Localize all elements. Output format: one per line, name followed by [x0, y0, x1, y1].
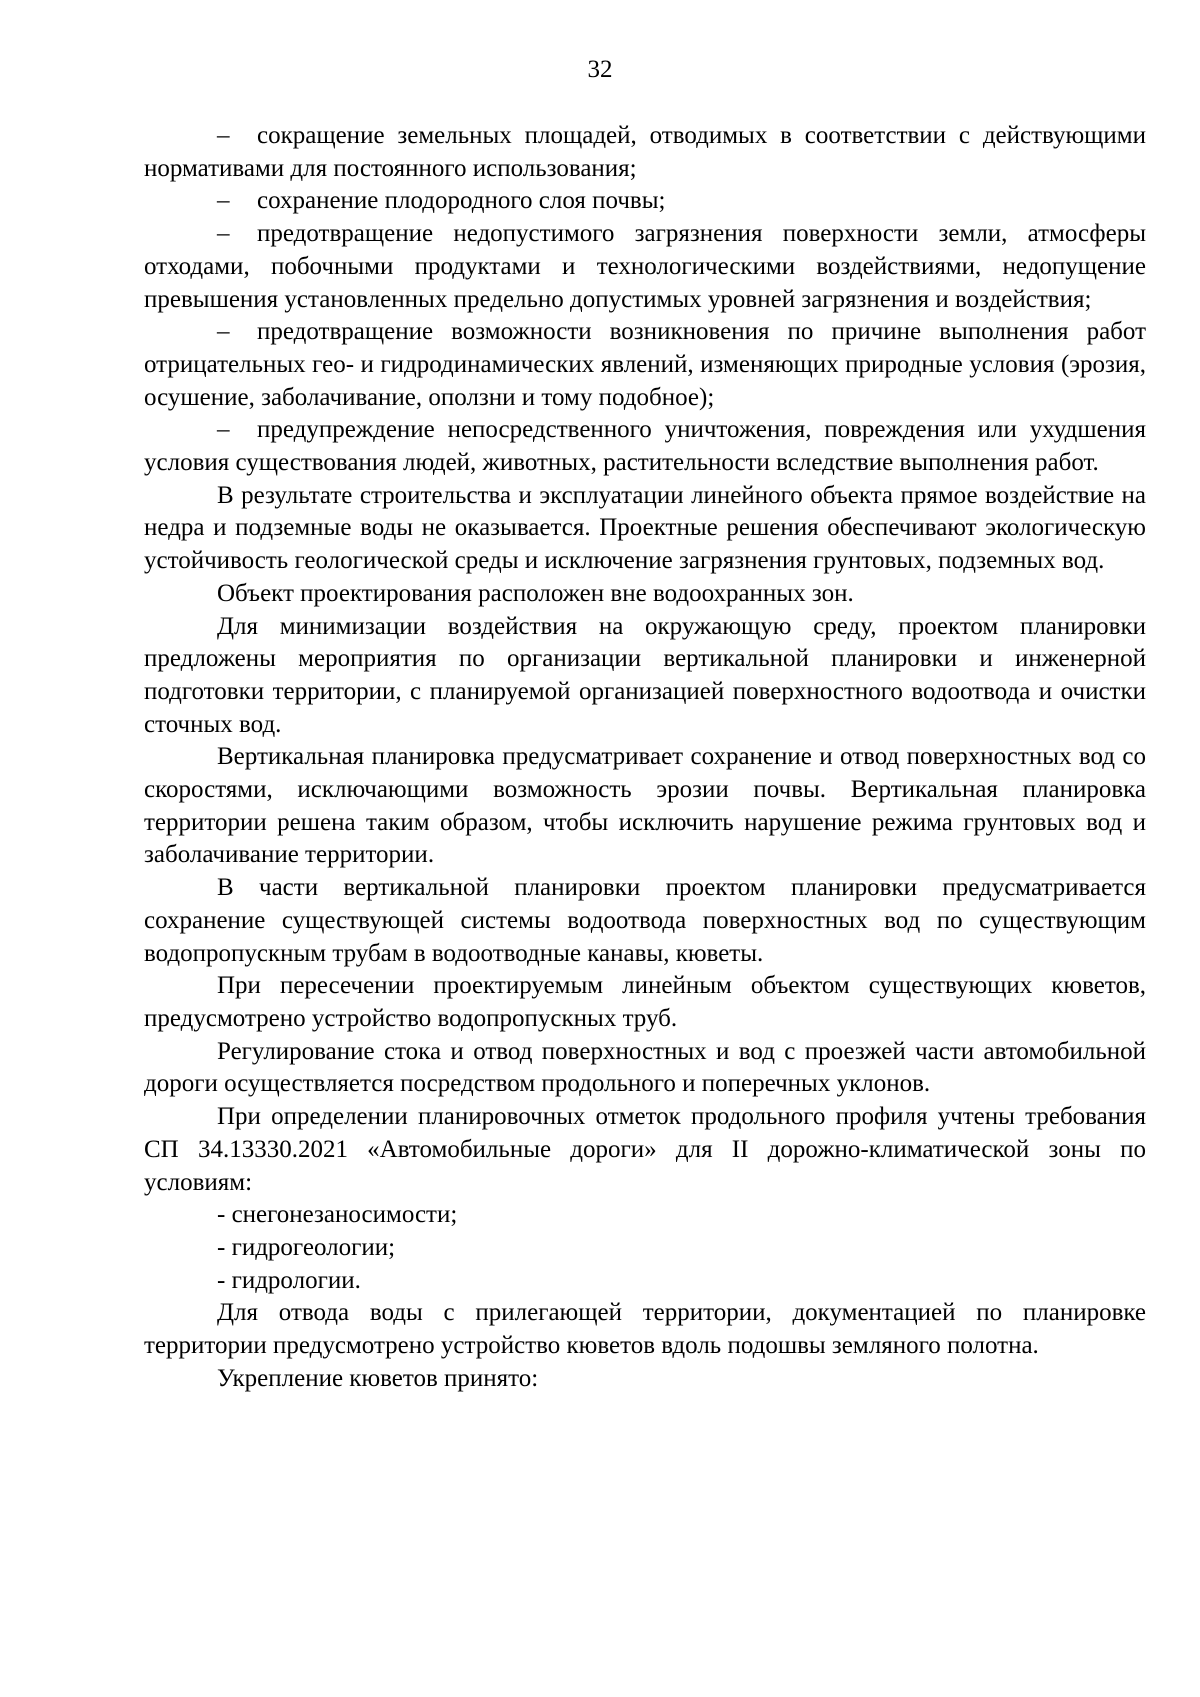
body-paragraph: Для отвода воды с прилегающей территории, документацией по планировке территории предусмотрено устройство кюветов вдоль подошвы земляного полотна. [144, 1299, 1146, 1360]
page-body [144, 120, 1146, 1395]
bullet-paragraph [144, 218, 1146, 316]
bullet-paragraph [144, 414, 1146, 479]
dash-marker: – [217, 318, 230, 346]
dash-marker: – [217, 416, 230, 444]
paragraph-text: сохранение плодородного слоя почвы; [257, 187, 666, 215]
dash-marker: – [217, 122, 230, 149]
body-paragraph: Объект проектирования расположен вне водоохранных зон. [217, 579, 854, 607]
body-paragraph: Регулирование стока и отвод поверхностных и вод с проезжей части автомобильной дороги осуществляется посредством продольного и поперечных уклонов. [144, 1037, 1146, 1098]
body-paragraph: При пересечении проектируемым линейным объектом существующих кюветов, предусмотрено устройство водопропускных труб. [144, 972, 1146, 1032]
bullet-paragraph [144, 120, 1146, 185]
condition-list-item: - гидрогеологии; [217, 1233, 396, 1261]
paragraph-text: сокращение земельных площадей, отводимых в соответствии с действующими нормативами для постоянного использования; [144, 122, 1146, 182]
condition-list-item: - снегонезаносимости; [217, 1201, 458, 1229]
paragraph-text: предотвращение недопустимого загрязнения поверхности земли, атмосферы отходами, побочными продуктами и технологическими воздействиями, недопущение превышения установленных предельно допустимых уровней загрязнения и воздействия; [144, 220, 1146, 313]
body-paragraph: Укрепление кюветов принято: [217, 1364, 539, 1392]
body-paragraph: При определении планировочных отметок продольного профиля учтены требования СП 34.13330.2021 «Автомобильные дороги» для II дорожно-климатической зоны по условиям: [144, 1103, 1146, 1196]
bullet-paragraph [144, 316, 1146, 414]
page-number: 32 [587, 56, 613, 83]
body-paragraph: Вертикальная планировка предусматривает сохранение и отвод поверхностных вод со скоростями, исключающими возможность эрозии почвы. Вертикальная планировка территории решена таким образом, чтобы исключить нарушение режима грунтовых вод и заболачивание территории. [144, 743, 1146, 869]
paragraph-text: предотвращение возможности возникновения по причине выполнения работ отрицательных гео- и гидродинамических явлений, изменяющих природные условия (эрозия, осушение, заболачивание, оползни и тому подобное); [144, 318, 1146, 411]
dash-marker: – [217, 220, 230, 248]
body-paragraph: Для минимизации воздействия на окружающую среду, проектом планировки предложены мероприятия по организации вертикальной планировки и инженерной подготовки территории, с планируемой организацией поверхностного водоотвода и очистки сточных вод. [144, 612, 1146, 738]
bullet-paragraph [144, 185, 1146, 218]
body-paragraph: В части вертикальной планировки проектом планировки предусматривается сохранение существующей системы водоотвода поверхностных вод по существующим водопропускным трубам в водоотводные канавы, кюветы. [144, 874, 1146, 967]
paragraph-text: предупреждение непосредственного уничтожения, повреждения или ухудшения условия существования людей, животных, растительности вследствие выполнения работ. [144, 416, 1146, 477]
dash-marker: – [217, 187, 230, 215]
body-paragraph: В результате строительства и эксплуатации линейного объекта прямое воздействие на недра и подземные воды не оказывается. Проектные решения обеспечивают экологическую устойчивость геологической среды и исключение загрязнения грунтовых, подземных вод. [144, 481, 1146, 575]
condition-list-item: - гидрологии. [217, 1266, 361, 1294]
